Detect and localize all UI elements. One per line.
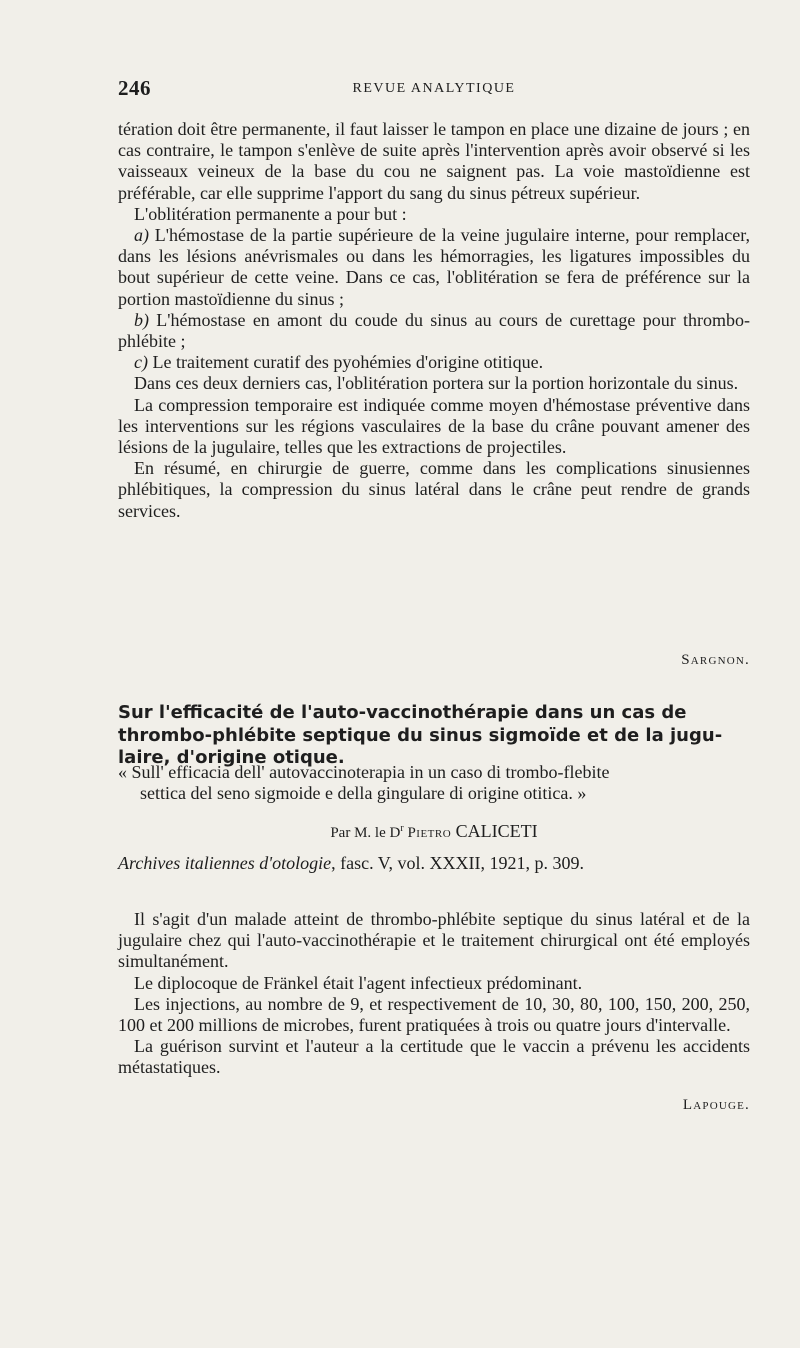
item-letter: a) <box>134 225 149 246</box>
list-item-a <box>118 225 750 310</box>
item-text: L'hémostase en amont du coude du sinus au cours de curettage pour thrombo-phlébite ; <box>118 309 750 352</box>
quote-line: settica del seno sigmoide e della gingulare di origine otitica. » <box>140 783 587 804</box>
second-article-signature <box>118 1095 750 1116</box>
paragraph: L'oblitération permanente a pour but : <box>134 203 407 224</box>
source-citation <box>118 853 750 874</box>
author-byline <box>118 818 750 844</box>
list-item-b <box>118 310 750 352</box>
paragraph: En résumé, en chirurgie de guerre, comme dans les complications sinusiennes phlébitiques, la compression du sinus latéral dans le crâne peut rendre de grands services. <box>118 458 750 521</box>
journal-name: Archives italiennes d'otologie <box>118 853 332 873</box>
original-title-quote <box>118 762 750 804</box>
author-first-name: Pietro <box>407 825 452 841</box>
title-line: thrombo-phlébite septique du sinus sigmoïde et de la jugu- <box>118 724 723 746</box>
author-signature: Sargnon. <box>681 652 750 668</box>
title-line: laire, d'origine otique. <box>118 747 345 768</box>
paragraph: Dans ces deux derniers cas, l'oblitération portera sur la portion horizontale du sinus. <box>134 373 739 394</box>
byline-sup: r <box>400 823 404 834</box>
list-item-c <box>118 352 750 373</box>
page-number: 246 <box>118 76 151 100</box>
author-signature: Lapouge. <box>682 1097 750 1113</box>
paragraph: Les injections, au nombre de 9, et respectivement de 10, 30, 80, 100, 150, 200, 250, 100 et 200 millions de microbes, furent pratiquées à trois ou quatre jours d'intervalle. <box>118 993 750 1036</box>
running-head: REVUE ANALYTIQUE <box>352 81 516 96</box>
title-line: Sur l'efficacité de l'auto-vaccinothérapie dans un cas de <box>118 702 687 723</box>
paragraph: Il s'agit d'un malade atteint de thrombo-phlébite septique du sinus latéral et de la jugulaire chez qui l'auto-vaccinothérapie et le traitement chirurgical ont été employés simultanément. <box>118 909 750 972</box>
journal-details: , fasc. V, vol. XXXII, 1921, p. 309. <box>331 853 584 873</box>
page-header <box>118 76 750 100</box>
paragraph: La compression temporaire est indiquée comme moyen d'hémostase préventive dans les interventions sur les régions vasculaires de la base du crâne pouvant amener des lésions de la jugulaire, telles que les extractions de projectiles. <box>118 394 750 458</box>
item-letter: b) <box>134 309 149 330</box>
item-letter: c) <box>134 352 148 373</box>
first-article-body <box>118 119 750 522</box>
author-last-name: CALICETI <box>451 821 538 841</box>
paragraph: La guérison survint et l'auteur a la certitude que le vaccin a prévenu les accidents métastatiques. <box>118 1036 750 1078</box>
paragraph: tération doit être permanente, il faut laisser le tampon en place une dizaine de jours ; en cas contraire, le tampon s'enlève de suite après l'intervention après avoir observé si les vaisseaux veineux de la base du cou ne saignent pas. La voie mastoïdienne est préférable, car elle supprime l'apport du sang du sinus pétreux supérieur. <box>118 119 750 203</box>
byline <box>118 818 750 844</box>
second-article-body <box>118 909 750 1079</box>
paragraph: Le diplocoque de Fränkel était l'agent infectieux prédominant. <box>134 972 583 993</box>
italian-title <box>118 762 750 804</box>
article-title <box>118 702 750 770</box>
first-article-signature <box>118 650 750 671</box>
quote-line: « Sull' efficacia dell' autovaccinoterapia in un caso di trombo-flebite <box>118 762 610 782</box>
second-article-title <box>118 702 750 770</box>
byline-prefix: Par M. le D <box>330 825 401 841</box>
item-text: Le traitement curatif des pyohémies d'origine otitique. <box>147 352 544 373</box>
item-text: L'hémostase de la partie supérieure de la veine jugulaire interne, pour remplacer, dans les lésions anévrismales ou dans les hémorragies, les ligatures impossibles du bout supérieur de cette veine. Dans ce cas, l'oblitération se fera de préférence sur la portion mastoïdienne du sinus ; <box>118 225 750 309</box>
journal-reference <box>118 853 750 874</box>
